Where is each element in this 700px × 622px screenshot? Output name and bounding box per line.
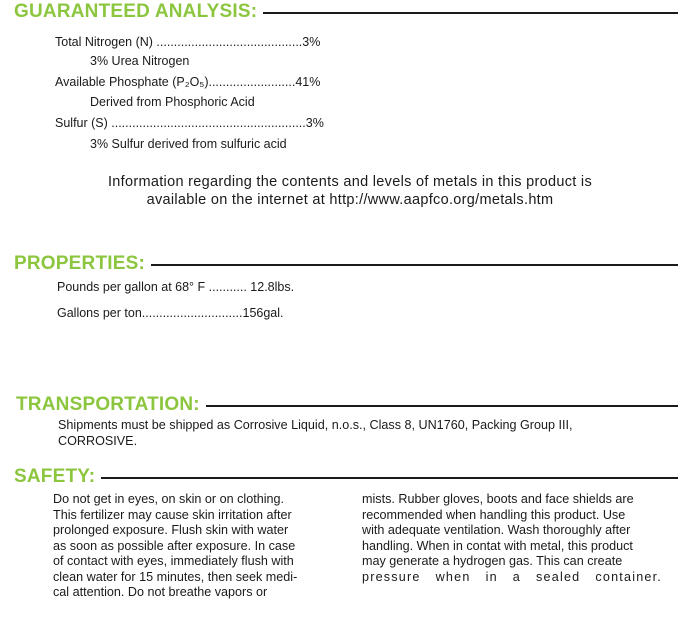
analysis-row-urea-nitrogen: 3% Urea Nitrogen bbox=[90, 54, 190, 68]
safety-right-line: pressure when in a sealed container. bbox=[362, 569, 662, 584]
properties-heading bbox=[14, 254, 678, 274]
heading-rule bbox=[263, 12, 678, 14]
analysis-row-sulfuric-acid: 3% Sulfur derived from sulfuric acid bbox=[90, 137, 287, 151]
analysis-row-total-nitrogen: Total Nitrogen (N) ..........................................3% bbox=[55, 35, 321, 49]
safety-right-line: mists. Rubber gloves, boots and face shields are bbox=[362, 492, 634, 506]
safety-left-line: of contact with eyes, immediately flush with bbox=[53, 554, 294, 568]
safety-right-line: handling. When in contat with metal, this product bbox=[362, 538, 633, 553]
safety-title: SAFETY: bbox=[14, 466, 96, 487]
safety-left-column bbox=[53, 492, 321, 601]
metals-notice-line-1: Information regarding the contents and levels of metals in this product is bbox=[107, 174, 593, 190]
heading-rule bbox=[206, 405, 678, 407]
guaranteed-analysis-title: GUARANTEED ANALYSIS: bbox=[14, 1, 258, 22]
safety-left-line: as soon as possible after exposure. In case bbox=[53, 538, 296, 553]
analysis-row-phosphoric-acid: Derived from Phosphoric Acid bbox=[90, 95, 255, 109]
analysis-row-sulfur: Sulfur (S) ........................................................3% bbox=[55, 116, 324, 130]
heading-rule bbox=[151, 264, 678, 266]
metals-notice-line-2: available on the internet at http://www.aapfco.org/metals.htm bbox=[146, 192, 554, 208]
safety-left-line: prolonged exposure. Flush skin with water bbox=[53, 523, 289, 537]
properties-title: PROPERTIES: bbox=[14, 253, 145, 274]
guaranteed-analysis-heading bbox=[14, 2, 678, 22]
heading-rule bbox=[101, 477, 678, 479]
analysis-row-available-phosphate: Available Phosphate (P₂O₅).........................41% bbox=[55, 75, 321, 89]
safety-left-line: This fertilizer may cause skin irritation after bbox=[53, 507, 292, 522]
property-row-pounds-per-gallon: Pounds per gallon at 68° F ........... 12.8lbs. bbox=[57, 280, 295, 294]
transportation-heading bbox=[16, 395, 678, 415]
property-row-gallons-per-ton: Gallons per ton.............................156gal. bbox=[57, 306, 284, 320]
safety-heading bbox=[14, 467, 678, 487]
safety-left-line: cal attention. Do not breathe vapors or bbox=[53, 585, 268, 599]
transportation-title: TRANSPORTATION: bbox=[16, 394, 200, 415]
transportation-line-1: Shipments must be shipped as Corrosive Liquid, n.o.s., Class 8, UN1760, Packing Group III, bbox=[58, 418, 573, 432]
safety-right-column bbox=[362, 492, 662, 585]
transportation-line-2: CORROSIVE. bbox=[58, 434, 138, 448]
safety-right-line: may generate a hydrogen gas. This can create bbox=[362, 554, 623, 568]
safety-left-line: Do not get in eyes, on skin or on clothing. bbox=[53, 492, 285, 506]
safety-right-line: with adequate ventilation. Wash thoroughly after bbox=[362, 523, 631, 537]
safety-left-line: clean water for 15 minutes, then seek medi- bbox=[53, 569, 298, 584]
safety-right-line: recommended when handling this product. Use bbox=[362, 507, 626, 522]
